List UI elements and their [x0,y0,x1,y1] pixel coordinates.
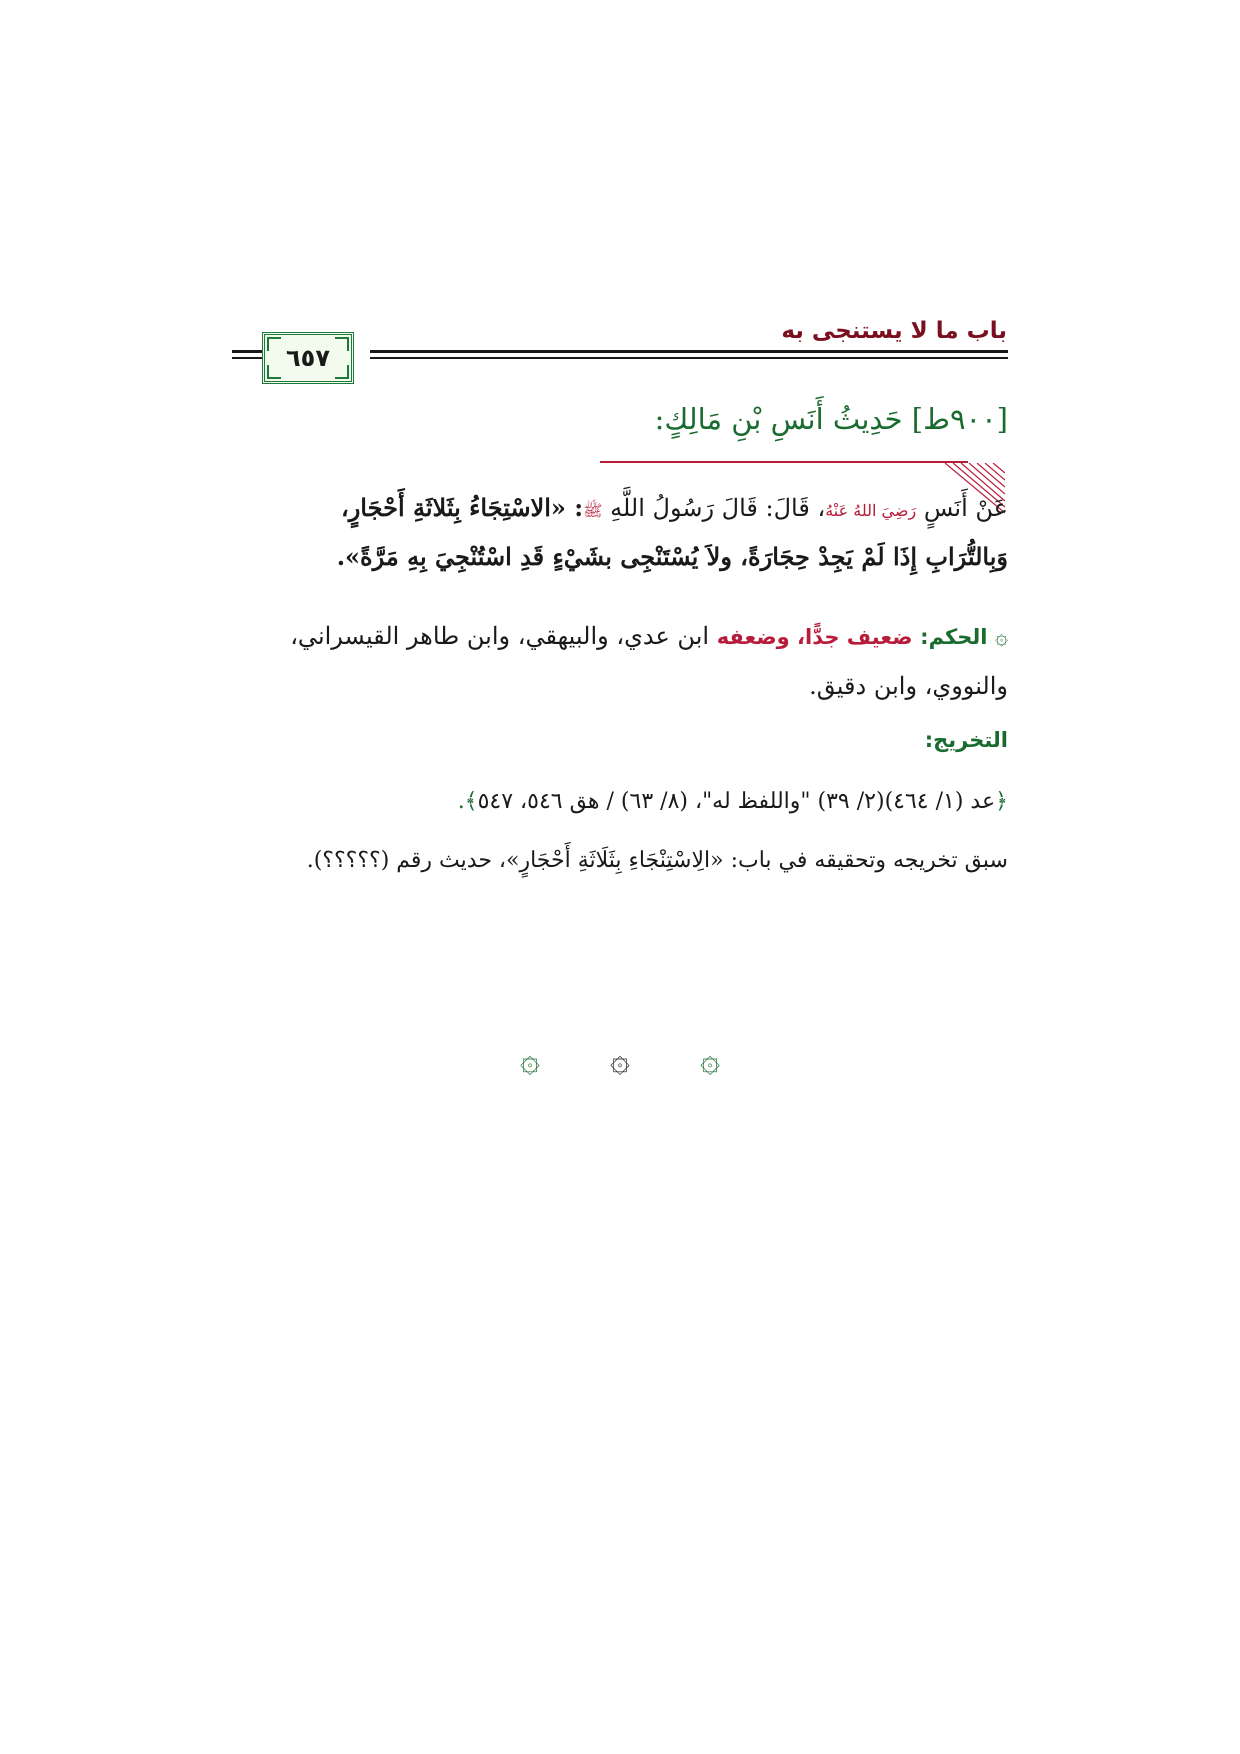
header-rule-right-bottom [370,357,1008,359]
narration-phrase: ، قَالَ: قَالَ رَسُولُ اللَّهِ [610,494,826,522]
ruling-paragraph [228,612,1008,710]
section-separator [520,1035,720,1085]
flower-icon: ۞ [610,1040,630,1080]
takhrij-label: التخريج: [924,728,1008,752]
hadith-matn-start: : «الاسْتِجَاءُ بِثَلاثَةِ أَحْجَارٍ، [340,493,584,522]
header-rule-left-top [232,350,262,353]
bracket-open: ﴿ [995,789,1008,814]
flower-icon: ۞ [520,1040,540,1080]
frame-corner-ornament [267,365,281,379]
ruling-verdict: ضعيف جدًّا، وضعفه [716,625,913,649]
hadith-heading [655,402,1008,436]
takhrij-sources [228,782,1008,822]
header-rule-left-bottom [232,357,262,359]
hadith-line-1 [228,485,1008,534]
chapter-title: باب ما لا يستنجى به [781,318,1007,344]
flower-icon: ۞ [700,1040,720,1080]
hadith-title: حَدِيثُ أَنَسِ بْنِ مَالِكٍ: [654,402,903,436]
ruling-label: الحكم: [920,625,988,649]
page-number: ٦٥٧ [286,344,330,372]
prior-reference: سبق تخريجه وتحقيقه في باب: «الِاسْتِنْجَاءِ بِثَلَاثَةِ أَحْجَارٍ»، حديث رقم (؟؟؟؟؟). [306,848,1008,873]
frame-corner-ornament [335,365,349,379]
ruling-authorities: ابن عدي، والبيهقي، وابن طاهر القيسراني، والنووي، وابن دقيق. [290,622,1008,700]
prophet-honorific: ﷺ [583,501,603,520]
hadith-text [228,485,1008,580]
source-list: عد (١/ ٤٦٤)(٢/ ٣٩) "واللفظ له"، (٨/ ٦٣) / هق ٥٤٦، ٥٤٧ [477,789,996,814]
frame-corner-ornament [267,337,281,351]
frame-corner-ornament [335,337,349,351]
header-rule-right-top [370,350,1008,353]
narrator-intro: عَنْ أَنَسٍ [923,494,1008,522]
companion-honorific: رَضِيَ اللهُ عَنْهُ [825,501,917,520]
hadith-number: [٩٠٠ط] [911,402,1008,436]
bracket-close: ﴾. [457,789,478,814]
hadith-line-2: وَبِالتُّرَابِ إِذَا لَمْ يَجِدْ حِجَارَةً، ولاَ يُسْتَنْجِى بشَيْءٍ قَدِ اسْتُنْجِيَ بِهِ مَرَّةً». [336,542,1008,571]
flower-icon: ۞ [995,625,1008,650]
page-number-frame [262,332,354,384]
